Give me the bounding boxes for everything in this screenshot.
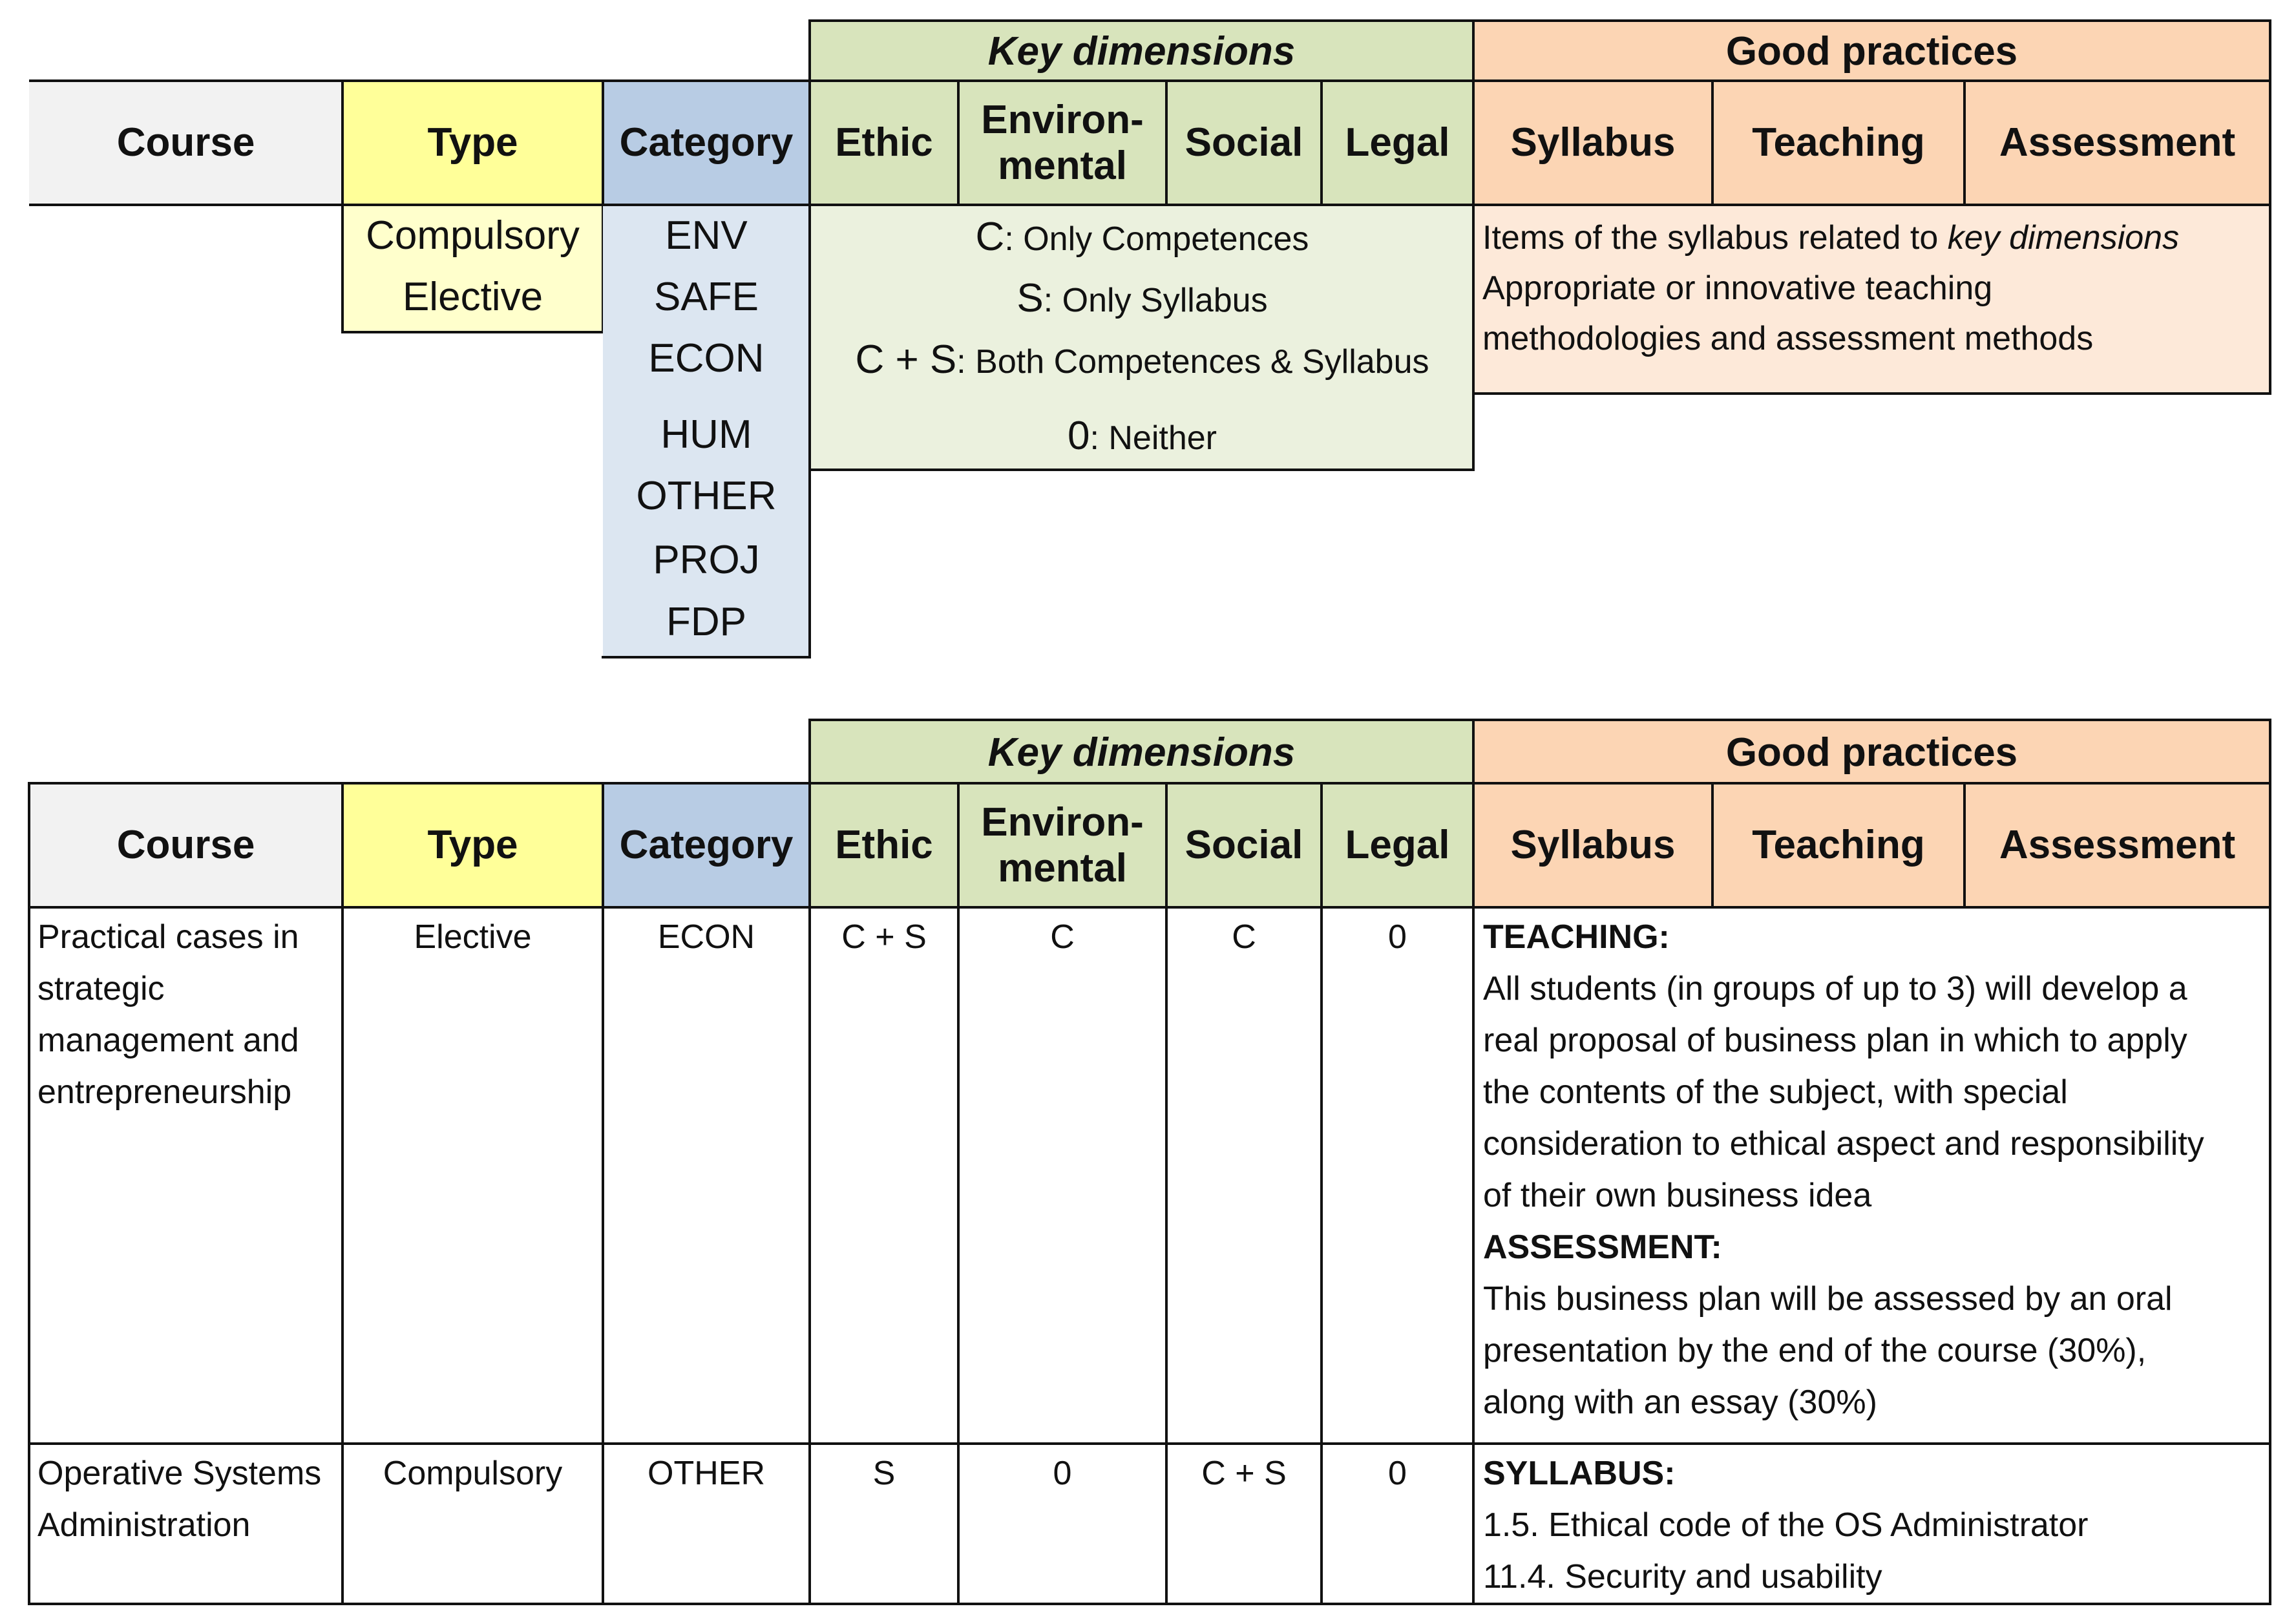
table-row-1-type: Elective xyxy=(414,918,532,956)
table-row-2-environmental: 0 xyxy=(1053,1455,1072,1492)
social-header: Social xyxy=(1166,81,1322,205)
environmental-header-2 xyxy=(958,783,1166,907)
table-row-1-legal: 0 xyxy=(1388,918,1407,956)
environmental-header-2-line1: Environ- xyxy=(981,799,1144,845)
gp-legend-line1: Items of the syllabus related to key dimensions xyxy=(1482,219,2180,257)
table-row-1-environmental: C xyxy=(1050,918,1075,956)
category-env: ENV xyxy=(665,213,748,258)
ethic-header: Ethic xyxy=(810,81,958,205)
teaching-header: Teaching xyxy=(1712,81,1964,205)
table-row-1-category: ECON xyxy=(657,918,755,956)
syllabus-header-2: Syllabus xyxy=(1473,783,1712,907)
type-legend xyxy=(342,206,603,332)
environmental-header xyxy=(958,81,1166,205)
type-legend-elective: Elective xyxy=(402,275,543,319)
environmental-header-line2: mental xyxy=(998,143,1127,188)
table-row-2-practices: SYLLABUS: 1.5. Ethical code of the OS Administrator 11.4. Security and usability xyxy=(1483,1455,2089,1596)
table-row-1-practices: TEACHING: All students (in groups of up to 3) will develop a real proposal of business plan in which to apply the contents of the subject, with special consideration to ethical aspect and responsibility of their own business idea ASSESSMENT: This business plan will be assessed by an oral presentation by the end of the course (30%), along with an essay (30%) xyxy=(1483,918,2204,1421)
key-code-s: S: Only Syllabus xyxy=(1016,276,1268,321)
category-other: OTHER xyxy=(636,474,777,518)
assessment-header-2: Assessment xyxy=(1964,783,2270,907)
table-row-2-category: OTHER xyxy=(648,1455,765,1492)
category-safe: SAFE xyxy=(654,275,759,319)
course-header-2: Course xyxy=(29,783,342,907)
table-row-2-course: Operative Systems Administration xyxy=(37,1455,322,1544)
legal-header-2: Legal xyxy=(1322,783,1473,907)
table-row-1-social: C xyxy=(1232,918,1256,956)
syllabus-header: Syllabus xyxy=(1473,81,1712,205)
gp-legend-line2: Appropriate or innovative teaching xyxy=(1482,269,1993,307)
category-header-2: Category xyxy=(603,783,810,907)
environmental-header-2-line2: mental xyxy=(998,846,1127,890)
good-practices-header: Good practices xyxy=(1473,19,2270,81)
table-row-1-course: Practical cases in strategic management and entrepreneurship xyxy=(37,918,299,1111)
category-hum: HUM xyxy=(660,412,752,457)
table-row-2-type: Compulsory xyxy=(383,1455,563,1492)
type-legend-compulsory: Compulsory xyxy=(366,213,580,258)
ethic-header-2: Ethic xyxy=(810,783,958,907)
good-practices-legend xyxy=(1475,206,2270,394)
key-code-c: C: Only Competences xyxy=(975,215,1309,259)
category-header: Category xyxy=(603,81,810,205)
key-dimensions-header: Key dimensions xyxy=(810,19,1473,81)
key-dimensions-header-2: Key dimensions xyxy=(810,719,1473,783)
category-econ: ECON xyxy=(648,336,764,381)
category-fdp: FDP xyxy=(666,600,746,644)
good-practices-header-2: Good practices xyxy=(1473,719,2270,783)
key-codes-legend xyxy=(811,206,1473,470)
legal-header: Legal xyxy=(1322,81,1473,205)
key-code-0: 0: Neither xyxy=(1067,414,1217,458)
table-row-1-ethic: C + S xyxy=(841,918,927,956)
table-row-2-social: C + S xyxy=(1201,1455,1287,1492)
type-header: Type xyxy=(342,81,603,205)
course-header: Course xyxy=(29,81,342,205)
category-legend xyxy=(603,206,810,657)
gp-legend-line3: methodologies and assessment methods xyxy=(1482,320,2094,357)
table-row-2-ethic: S xyxy=(872,1455,896,1492)
environmental-header-line1: Environ- xyxy=(981,97,1144,142)
teaching-header-2: Teaching xyxy=(1712,783,1964,907)
key-code-cs: C + S: Both Competences & Syllabus xyxy=(855,337,1429,382)
social-header-2: Social xyxy=(1166,783,1322,907)
assessment-header: Assessment xyxy=(1964,81,2270,205)
type-header-2: Type xyxy=(342,783,603,907)
category-proj: PROJ xyxy=(653,538,760,582)
table-row-2-legal: 0 xyxy=(1388,1455,1407,1492)
